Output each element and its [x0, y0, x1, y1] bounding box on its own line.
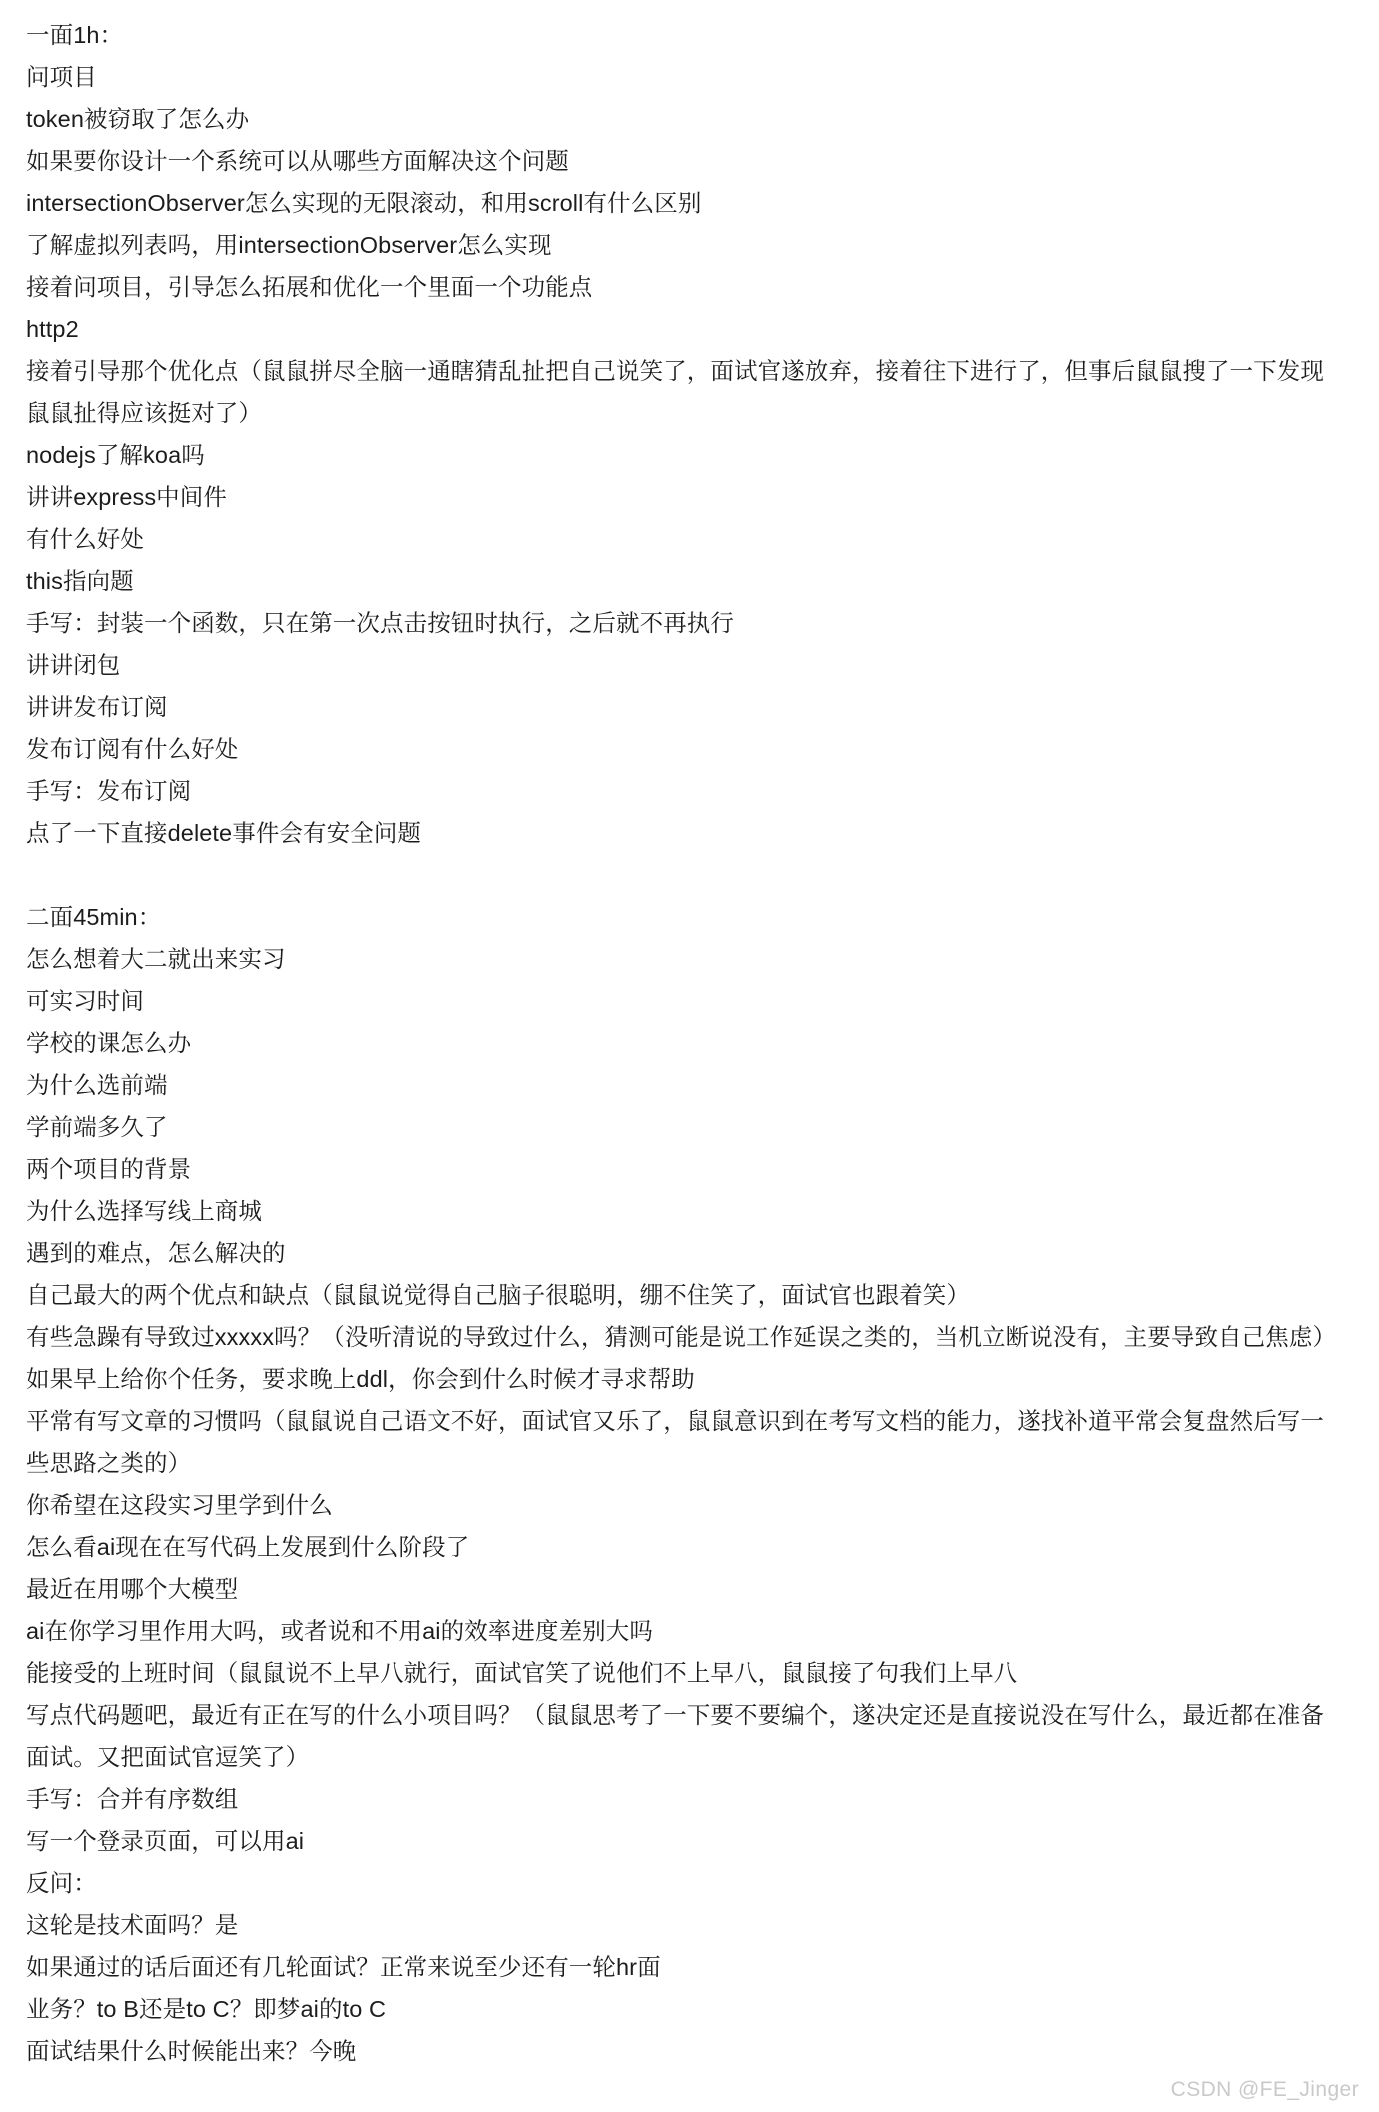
- document-line: 怎么想着大二就出来实习: [26, 946, 286, 972]
- document-line: 可实习时间: [26, 988, 144, 1014]
- document-line: 问项目: [26, 64, 97, 90]
- document-line: 两个项目的背景: [26, 1156, 192, 1182]
- document-line: 反问：: [26, 1870, 97, 1896]
- document-line: 有什么好处: [26, 526, 144, 552]
- document-line: 遇到的难点，怎么解决的: [26, 1240, 286, 1266]
- document-line: 接着引导那个优化点（鼠鼠拼尽全脑一通瞎猜乱扯把自己说笑了，面试官遂放弃，接着往下进行了，但事后鼠鼠搜了一下发现鼠鼠扯得应该挺对了）: [26, 358, 1324, 426]
- document-line: this指向题: [26, 568, 134, 594]
- document-line: 你希望在这段实习里学到什么: [26, 1492, 333, 1518]
- document-line: 一面1h：: [26, 22, 124, 48]
- document-line: 业务？to B还是to C？即梦ai的to C: [26, 1996, 387, 2022]
- document-line: 讲讲发布订阅: [26, 694, 168, 720]
- document-line: 能接受的上班时间（鼠鼠说不上早八就行，面试官笑了说他们不上早八，鼠鼠接了句我们上早八: [26, 1660, 1018, 1686]
- document-line: 这轮是技术面吗？是: [26, 1912, 239, 1938]
- document-line: token被窃取了怎么办: [26, 106, 250, 132]
- watermark: CSDN @FE_Jinger: [1170, 2078, 1359, 2101]
- document-line: 最近在用哪个大模型: [26, 1576, 239, 1602]
- document-line: 写一个登录页面，可以用ai: [26, 1828, 305, 1854]
- document-line: 发布订阅有什么好处: [26, 736, 239, 762]
- document-line: ai在你学习里作用大吗，或者说和不用ai的效率进度差别大吗: [26, 1618, 653, 1644]
- document-line: 有些急躁有导致过xxxxx吗？（没听清说的导致过什么，猜测可能是说工作延误之类的，当机立断说没有，主要导致自己焦虑）: [26, 1324, 1337, 1350]
- document-line: 讲讲express中间件: [26, 484, 227, 510]
- document-line: 接着问项目，引导怎么拓展和优化一个里面一个功能点: [26, 274, 593, 300]
- document-line: 为什么选前端: [26, 1072, 168, 1098]
- document-line: 手写：发布订阅: [26, 778, 192, 804]
- document-line: 了解虚拟列表吗，用intersectionObserver怎么实现: [26, 232, 552, 258]
- document-line: 学前端多久了: [26, 1114, 168, 1140]
- blank-line: [26, 854, 1346, 896]
- document-line: 如果早上给你个任务，要求晚上ddl，你会到什么时候才寻求帮助: [26, 1366, 695, 1392]
- document-body: [26, 14, 1346, 2072]
- document-line: 如果要你设计一个系统可以从哪些方面解决这个问题: [26, 148, 569, 174]
- document-line: 手写：合并有序数组: [26, 1786, 239, 1812]
- document-line: 写点代码题吧，最近有正在写的什么小项目吗？（鼠鼠思考了一下要不要编个，遂决定还是直接说没在写什么，最近都在准备面试。又把面试官逗笑了）: [26, 1702, 1324, 1770]
- document-line: 二面45min：: [26, 904, 162, 930]
- document-line: 手写：封装一个函数，只在第一次点击按钮时执行，之后就不再执行: [26, 610, 734, 636]
- document-line: 怎么看ai现在在写代码上发展到什么阶段了: [26, 1534, 470, 1560]
- document-line: 学校的课怎么办: [26, 1030, 192, 1056]
- document-line: 面试结果什么时候能出来？今晚: [26, 2038, 357, 2064]
- document-line: 自己最大的两个优点和缺点（鼠鼠说觉得自己脑子很聪明，绷不住笑了，面试官也跟着笑）: [26, 1282, 970, 1308]
- document-line: nodejs了解koa吗: [26, 442, 205, 468]
- document-line: http2: [26, 316, 79, 342]
- document-line: 为什么选择写线上商城: [26, 1198, 262, 1224]
- document-line: 点了一下直接delete事件会有安全问题: [26, 820, 422, 846]
- document-line: intersectionObserver怎么实现的无限滚动，和用scroll有什么区别: [26, 190, 702, 216]
- document-line: 如果通过的话后面还有几轮面试？正常来说至少还有一轮hr面: [26, 1954, 661, 1980]
- document-line: 讲讲闭包: [26, 652, 121, 678]
- document-line: 平常有写文章的习惯吗（鼠鼠说自己语文不好，面试官又乐了，鼠鼠意识到在考写文档的能力，遂找补道平常会复盘然后写一些思路之类的）: [26, 1408, 1324, 1476]
